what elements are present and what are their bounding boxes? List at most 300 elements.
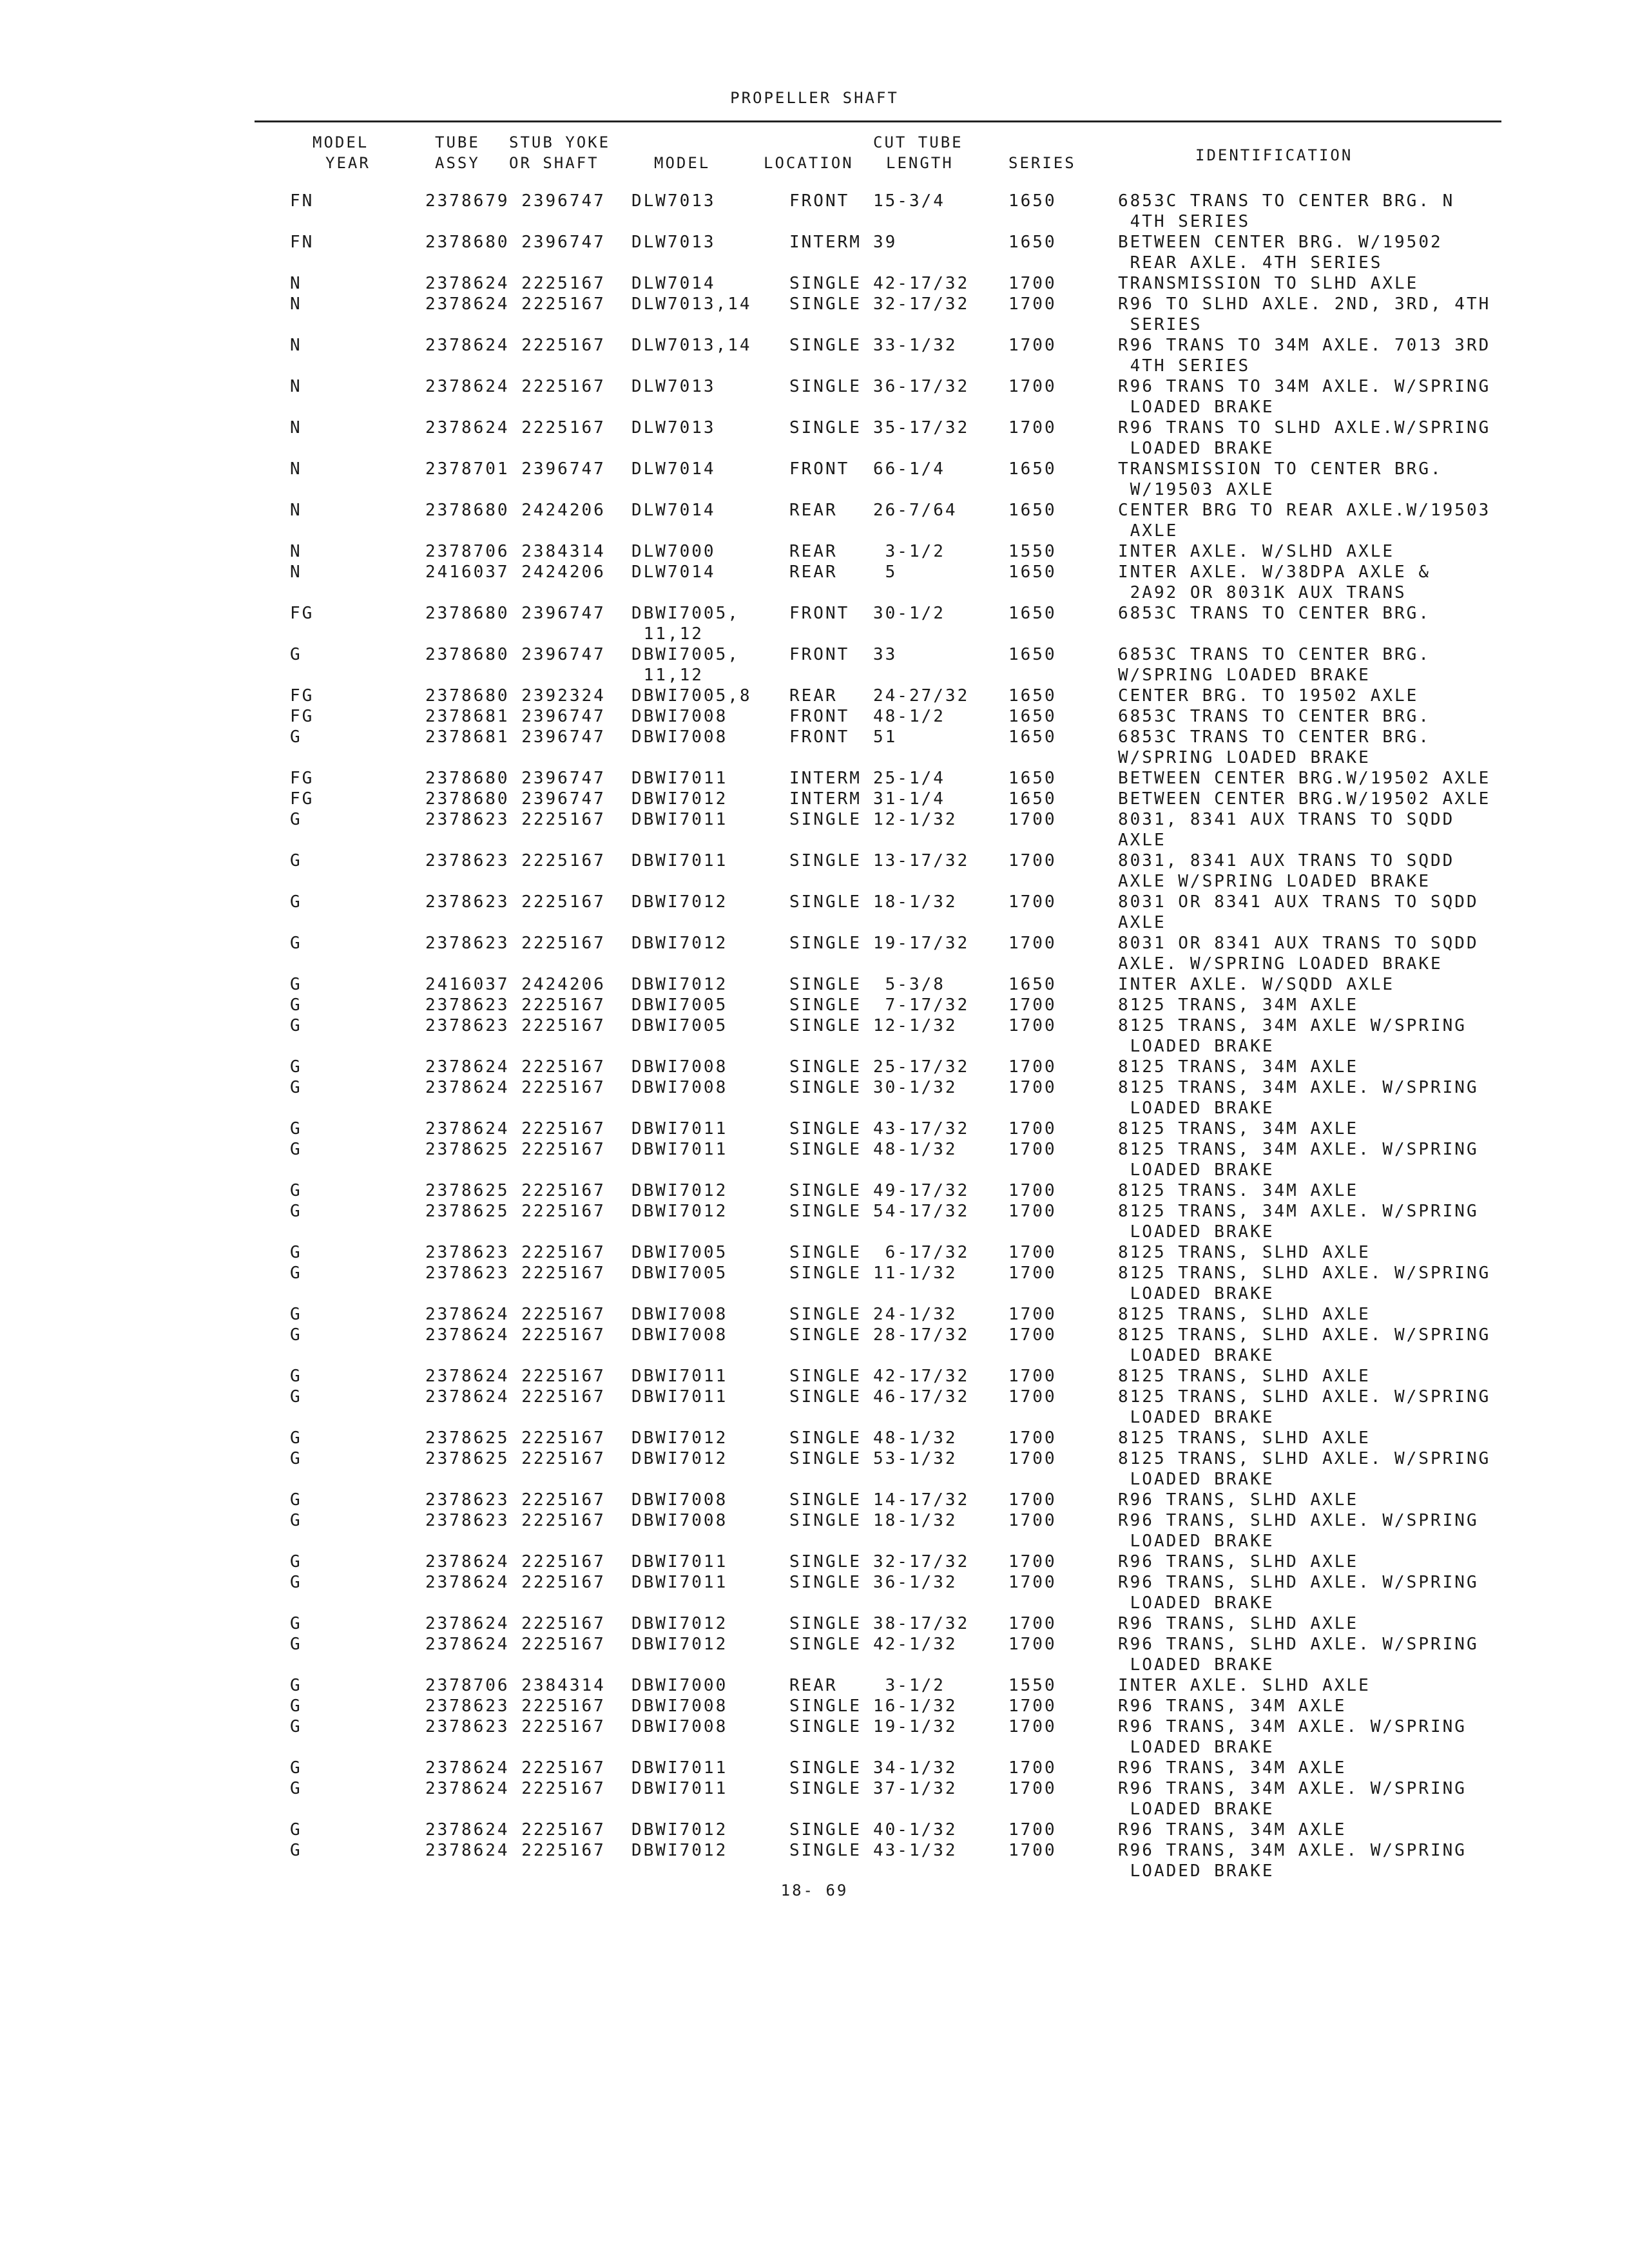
model-cell: DLW7013 bbox=[631, 191, 716, 211]
cut-tube-length-cell: 15-3/4 bbox=[873, 191, 945, 211]
location-cell: SINGLE bbox=[789, 1758, 862, 1778]
model-year-cell: N bbox=[290, 562, 302, 582]
table-row bbox=[0, 1840, 1629, 1881]
model-cell: DLW7014 bbox=[631, 274, 716, 293]
header-tube-line1: TUBE bbox=[435, 133, 480, 151]
model-year-cell: FN bbox=[290, 233, 314, 252]
tube-assy-cell: 2378623 2225167 bbox=[425, 851, 606, 870]
table-row bbox=[0, 1119, 1629, 1139]
identification-cell: INTER AXLE. W/SQDD AXLE bbox=[1118, 975, 1395, 994]
location-cell: SINGLE bbox=[789, 418, 862, 437]
series-cell: 1700 bbox=[1008, 892, 1057, 912]
series-cell: 1700 bbox=[1008, 418, 1057, 437]
model-cell: DBWI7005 bbox=[631, 1016, 728, 1035]
model-cell: DBWI7005 bbox=[631, 995, 728, 1015]
model-year-cell: G bbox=[290, 810, 302, 829]
page-title: PROPELLER SHAFT bbox=[730, 89, 899, 107]
table-row bbox=[0, 789, 1629, 809]
identification-cell: 8125 TRANS, SLHD AXLE. W/SPRING bbox=[1118, 1449, 1491, 1468]
identification-cell: 8125 TRANS, SLHD AXLE. W/SPRING bbox=[1118, 1264, 1491, 1283]
series-cell: 1700 bbox=[1008, 1264, 1057, 1283]
model-cell: DBWI7011 bbox=[631, 1552, 728, 1571]
identification-cell: 4TH SERIES bbox=[1118, 356, 1251, 376]
cut-tube-length-cell: 30-1/32 bbox=[873, 1078, 958, 1097]
model-year-cell: G bbox=[290, 1119, 302, 1139]
location-cell: SINGLE bbox=[789, 1387, 862, 1407]
header-cut-tube-line1: CUT TUBE bbox=[873, 133, 963, 151]
cut-tube-length-cell: 25-17/32 bbox=[873, 1057, 970, 1077]
model-year-cell: N bbox=[290, 336, 302, 355]
model-year-cell: G bbox=[290, 727, 302, 747]
cut-tube-length-cell: 33 bbox=[873, 645, 898, 664]
location-cell: SINGLE bbox=[789, 1552, 862, 1571]
table-row bbox=[0, 376, 1629, 418]
cut-tube-length-cell: 30-1/2 bbox=[873, 604, 945, 623]
identification-cell: LOADED BRAKE bbox=[1118, 1222, 1275, 1242]
location-cell: INTERM bbox=[789, 233, 862, 252]
cut-tube-length-cell: 32-17/32 bbox=[873, 1552, 970, 1571]
table-row bbox=[0, 644, 1629, 686]
model-year-cell: G bbox=[290, 1511, 302, 1530]
series-cell: 1700 bbox=[1008, 1820, 1057, 1840]
identification-cell: R96 TRANS TO 34M AXLE. 7013 3RD bbox=[1118, 336, 1491, 355]
tube-assy-cell: 2378681 2396747 bbox=[425, 707, 606, 726]
identification-cell: LOADED BRAKE bbox=[1118, 398, 1275, 417]
series-cell: 1700 bbox=[1008, 1140, 1057, 1159]
tube-assy-cell: 2378623 2225167 bbox=[425, 1696, 606, 1716]
location-cell: SINGLE bbox=[789, 1696, 862, 1716]
tube-assy-cell: 2378680 2424206 bbox=[425, 501, 606, 520]
table-row bbox=[0, 418, 1629, 459]
table-row bbox=[0, 500, 1629, 541]
identification-cell: R96 TRANS, SLHD AXLE. W/SPRING bbox=[1118, 1635, 1479, 1654]
series-cell: 1700 bbox=[1008, 810, 1057, 829]
cut-tube-length-cell: 6-17/32 bbox=[873, 1243, 970, 1262]
identification-cell: LOADED BRAKE bbox=[1118, 1284, 1275, 1303]
tube-assy-cell: 2378625 2225167 bbox=[425, 1202, 606, 1221]
identification-cell: 8125 TRANS, SLHD AXLE bbox=[1118, 1305, 1371, 1324]
model-cell: DBWI7012 bbox=[631, 1181, 728, 1200]
table-row bbox=[0, 1263, 1629, 1304]
identification-cell: 4TH SERIES bbox=[1118, 212, 1251, 231]
identification-cell: R96 TRANS TO 34M AXLE. W/SPRING bbox=[1118, 377, 1491, 396]
series-cell: 1550 bbox=[1008, 542, 1057, 561]
tube-assy-cell: 2378681 2396747 bbox=[425, 727, 606, 747]
cut-tube-length-cell: 35-17/32 bbox=[873, 418, 970, 437]
table-row bbox=[0, 1366, 1629, 1387]
location-cell: SINGLE bbox=[789, 1779, 862, 1798]
identification-cell: AXLE. W/SPRING LOADED BRAKE bbox=[1118, 954, 1443, 974]
table-row bbox=[0, 562, 1629, 603]
location-cell: SINGLE bbox=[789, 1325, 862, 1345]
series-cell: 1700 bbox=[1008, 1181, 1057, 1200]
model-cell: DBWI7012 bbox=[631, 1614, 728, 1633]
location-cell: SINGLE bbox=[789, 1264, 862, 1283]
model-cell: DBWI7011 bbox=[631, 1367, 728, 1386]
model-cell: DBWI7012 bbox=[631, 1449, 728, 1468]
table-row bbox=[0, 1387, 1629, 1428]
model-cell: DBWI7008 bbox=[631, 1511, 728, 1530]
series-cell: 1700 bbox=[1008, 377, 1057, 396]
location-cell: FRONT bbox=[789, 459, 850, 479]
series-cell: 1700 bbox=[1008, 1428, 1057, 1448]
model-cell: DLW7014 bbox=[631, 459, 716, 479]
model-cell: DBWI7008 bbox=[631, 1325, 728, 1345]
cut-tube-length-cell: 36-17/32 bbox=[873, 377, 970, 396]
table-row bbox=[0, 686, 1629, 706]
table-row bbox=[0, 1015, 1629, 1057]
series-cell: 1700 bbox=[1008, 1779, 1057, 1798]
identification-cell: W/SPRING LOADED BRAKE bbox=[1118, 748, 1371, 767]
identification-cell: R96 TRANS, SLHD AXLE. W/SPRING bbox=[1118, 1511, 1479, 1530]
cut-tube-length-cell: 18-1/32 bbox=[873, 1511, 958, 1530]
series-cell: 1700 bbox=[1008, 1717, 1057, 1736]
model-year-cell: G bbox=[290, 1696, 302, 1716]
model-cell: DBWI7005,8 bbox=[631, 686, 752, 706]
series-cell: 1650 bbox=[1008, 501, 1057, 520]
model-cell: DBWI7011 bbox=[631, 1387, 728, 1407]
identification-cell: LOADED BRAKE bbox=[1118, 1099, 1275, 1118]
series-cell: 1650 bbox=[1008, 686, 1057, 706]
table-row bbox=[0, 706, 1629, 727]
tube-assy-cell: 2378624 2225167 bbox=[425, 1779, 606, 1798]
identification-cell: LOADED BRAKE bbox=[1118, 1160, 1275, 1180]
cut-tube-length-cell: 36-1/32 bbox=[873, 1573, 958, 1592]
series-cell: 1650 bbox=[1008, 562, 1057, 582]
table-row bbox=[0, 459, 1629, 500]
series-cell: 1700 bbox=[1008, 934, 1057, 953]
table-row bbox=[0, 1139, 1629, 1180]
location-cell: SINGLE bbox=[789, 810, 862, 829]
header-stub-yoke-line2: OR SHAFT bbox=[509, 154, 599, 172]
identification-cell: 8125 TRANS. 34M AXLE bbox=[1118, 1181, 1359, 1200]
tube-assy-cell: 2378623 2225167 bbox=[425, 810, 606, 829]
table-row bbox=[0, 1325, 1629, 1366]
tube-assy-cell: 2378624 2225167 bbox=[425, 1387, 606, 1407]
model-year-cell: G bbox=[290, 1243, 302, 1262]
series-cell: 1700 bbox=[1008, 1325, 1057, 1345]
table-row bbox=[0, 541, 1629, 562]
header-cut-tube-line2: LENGTH bbox=[886, 154, 954, 172]
model-cell: DBWI7008 bbox=[631, 1057, 728, 1077]
identification-cell: 8125 TRANS, SLHD AXLE bbox=[1118, 1367, 1371, 1386]
tube-assy-cell: 2378623 2225167 bbox=[425, 1264, 606, 1283]
model-year-cell: G bbox=[290, 1367, 302, 1386]
identification-cell: R96 TRANS, 34M AXLE bbox=[1118, 1696, 1347, 1716]
parts-table bbox=[0, 191, 1629, 1881]
identification-cell: 6853C TRANS TO CENTER BRG. bbox=[1118, 707, 1431, 726]
identification-cell: LOADED BRAKE bbox=[1118, 1861, 1275, 1881]
table-row bbox=[0, 273, 1629, 294]
series-cell: 1550 bbox=[1008, 1676, 1057, 1695]
tube-assy-cell: 2378624 2225167 bbox=[425, 1367, 606, 1386]
table-row bbox=[0, 892, 1629, 933]
location-cell: INTERM bbox=[789, 789, 862, 809]
model-year-cell: G bbox=[290, 1676, 302, 1695]
model-cell: DBWI7012 bbox=[631, 934, 728, 953]
series-cell: 1700 bbox=[1008, 1511, 1057, 1530]
tube-assy-cell: 2378624 2225167 bbox=[425, 336, 606, 355]
identification-cell: R96 TRANS, 34M AXLE. W/SPRING bbox=[1118, 1841, 1467, 1860]
identification-cell: 8125 TRANS, 34M AXLE. W/SPRING bbox=[1118, 1078, 1479, 1097]
identification-cell: TRANSMISSION TO CENTER BRG. bbox=[1118, 459, 1443, 479]
location-cell: SINGLE bbox=[789, 377, 862, 396]
tube-assy-cell: 2378680 2396747 bbox=[425, 645, 606, 664]
series-cell: 1700 bbox=[1008, 1016, 1057, 1035]
series-cell: 1650 bbox=[1008, 233, 1057, 252]
cut-tube-length-cell: 12-1/32 bbox=[873, 810, 958, 829]
series-cell: 1700 bbox=[1008, 336, 1057, 355]
series-cell: 1650 bbox=[1008, 975, 1057, 994]
cut-tube-length-cell: 32-17/32 bbox=[873, 294, 970, 314]
location-cell: REAR bbox=[789, 501, 838, 520]
model-year-cell: FG bbox=[290, 686, 314, 706]
cut-tube-length-cell: 24-27/32 bbox=[873, 686, 970, 706]
title-rule bbox=[255, 120, 1501, 122]
model-cell: DBWI7011 bbox=[631, 810, 728, 829]
model-cell: DBWI7012 bbox=[631, 1820, 728, 1840]
identification-cell: LOADED BRAKE bbox=[1118, 439, 1275, 458]
series-cell: 1650 bbox=[1008, 191, 1057, 211]
cut-tube-length-cell: 19-1/32 bbox=[873, 1717, 958, 1736]
model-year-cell: G bbox=[290, 1758, 302, 1778]
header-location: LOCATION bbox=[764, 154, 854, 172]
model-year-cell: N bbox=[290, 501, 302, 520]
table-row bbox=[0, 1490, 1629, 1510]
model-year-cell: G bbox=[290, 1841, 302, 1860]
table-row bbox=[0, 1304, 1629, 1325]
identification-cell: AXLE bbox=[1118, 913, 1166, 932]
cut-tube-length-cell: 14-17/32 bbox=[873, 1490, 970, 1510]
tube-assy-cell: 2378624 2225167 bbox=[425, 1573, 606, 1592]
model-cell: DBWI7008 bbox=[631, 1717, 728, 1736]
identification-cell: LOADED BRAKE bbox=[1118, 1800, 1275, 1819]
model-cell: DBWI7005 bbox=[631, 1264, 728, 1283]
identification-cell: 8125 TRANS, 34M AXLE W/SPRING bbox=[1118, 1016, 1467, 1035]
identification-cell: 6853C TRANS TO CENTER BRG. bbox=[1118, 604, 1431, 623]
identification-cell: LOADED BRAKE bbox=[1118, 1593, 1275, 1613]
location-cell: SINGLE bbox=[789, 1305, 862, 1324]
identification-cell: 8125 TRANS, SLHD AXLE. W/SPRING bbox=[1118, 1387, 1491, 1407]
header-identification: IDENTIFICATION bbox=[1195, 146, 1353, 164]
model-year-cell: N bbox=[290, 377, 302, 396]
tube-assy-cell: 2378624 2225167 bbox=[425, 1552, 606, 1571]
location-cell: SINGLE bbox=[789, 1243, 862, 1262]
series-cell: 1650 bbox=[1008, 727, 1057, 747]
table-row bbox=[0, 1613, 1629, 1634]
location-cell: FRONT bbox=[789, 727, 850, 747]
cut-tube-length-cell: 5 bbox=[873, 562, 898, 582]
cut-tube-length-cell: 33-1/32 bbox=[873, 336, 958, 355]
location-cell: SINGLE bbox=[789, 1820, 862, 1840]
model-year-cell: G bbox=[290, 1717, 302, 1736]
model-cell: DLW7014 bbox=[631, 562, 716, 582]
location-cell: INTERM bbox=[789, 769, 862, 788]
identification-cell: LOADED BRAKE bbox=[1118, 1655, 1275, 1675]
model-year-cell: N bbox=[290, 542, 302, 561]
model-year-cell: FG bbox=[290, 769, 314, 788]
identification-cell: AXLE W/SPRING LOADED BRAKE bbox=[1118, 872, 1431, 891]
cut-tube-length-cell: 3-1/2 bbox=[873, 1676, 945, 1695]
identification-cell: AXLE bbox=[1118, 831, 1166, 850]
identification-cell: 8125 TRANS, 34M AXLE bbox=[1118, 995, 1359, 1015]
location-cell: SINGLE bbox=[789, 1202, 862, 1221]
model-year-cell: G bbox=[290, 645, 302, 664]
series-cell: 1700 bbox=[1008, 1573, 1057, 1592]
series-cell: 1700 bbox=[1008, 1387, 1057, 1407]
series-cell: 1700 bbox=[1008, 1696, 1057, 1716]
model-cell: DBWI7008 bbox=[631, 727, 728, 747]
model-year-cell: G bbox=[290, 1016, 302, 1035]
tube-assy-cell: 2378680 2396747 bbox=[425, 769, 606, 788]
series-cell: 1700 bbox=[1008, 1367, 1057, 1386]
location-cell: SINGLE bbox=[789, 1057, 862, 1077]
model-cell: DBWI7011 bbox=[631, 769, 728, 788]
cut-tube-length-cell: 49-17/32 bbox=[873, 1181, 970, 1200]
tube-assy-cell: 2378625 2225167 bbox=[425, 1449, 606, 1468]
table-header bbox=[0, 132, 1629, 177]
model-year-cell: G bbox=[290, 1057, 302, 1077]
model-cell: DBWI7011 bbox=[631, 1119, 728, 1139]
identification-cell: INTER AXLE. SLHD AXLE bbox=[1118, 1676, 1371, 1695]
tube-assy-cell: 2378623 2225167 bbox=[425, 934, 606, 953]
tube-assy-cell: 2378624 2225167 bbox=[425, 377, 606, 396]
model-cell: DBWI7008 bbox=[631, 1305, 728, 1324]
tube-assy-cell: 2378624 2225167 bbox=[425, 1820, 606, 1840]
cut-tube-length-cell: 16-1/32 bbox=[873, 1696, 958, 1716]
tube-assy-cell: 2378623 2225167 bbox=[425, 995, 606, 1015]
identification-cell: R96 TRANS, 34M AXLE bbox=[1118, 1758, 1347, 1778]
cut-tube-length-cell: 11-1/32 bbox=[873, 1264, 958, 1283]
model-cell: DBWI7008 bbox=[631, 1078, 728, 1097]
header-model: MODEL bbox=[654, 154, 711, 172]
header-model-year-line1: MODEL bbox=[313, 133, 369, 151]
cut-tube-length-cell: 38-17/32 bbox=[873, 1614, 970, 1633]
tube-assy-cell: 2378623 2225167 bbox=[425, 1490, 606, 1510]
model-cell: DBWI7011 bbox=[631, 1779, 728, 1798]
table-row bbox=[0, 1242, 1629, 1263]
model-year-cell: G bbox=[290, 1078, 302, 1097]
identification-cell: 2A92 OR 8031K AUX TRANS bbox=[1118, 583, 1407, 602]
identification-cell: 8125 TRANS, SLHD AXLE bbox=[1118, 1428, 1371, 1448]
tube-assy-cell: 2378625 2225167 bbox=[425, 1428, 606, 1448]
location-cell: SINGLE bbox=[789, 1367, 862, 1386]
cut-tube-length-cell: 40-1/32 bbox=[873, 1820, 958, 1840]
cut-tube-length-cell: 18-1/32 bbox=[873, 892, 958, 912]
cut-tube-length-cell: 24-1/32 bbox=[873, 1305, 958, 1324]
model-year-cell: G bbox=[290, 1614, 302, 1633]
tube-assy-cell: 2378623 2225167 bbox=[425, 1717, 606, 1736]
identification-cell: 6853C TRANS TO CENTER BRG. bbox=[1118, 645, 1431, 664]
tube-assy-cell: 2378624 2225167 bbox=[425, 1305, 606, 1324]
model-year-cell: G bbox=[290, 1449, 302, 1468]
cut-tube-length-cell: 42-17/32 bbox=[873, 1367, 970, 1386]
model-year-cell: N bbox=[290, 274, 302, 293]
location-cell: SINGLE bbox=[789, 1573, 862, 1592]
tube-assy-cell: 2378680 2396747 bbox=[425, 233, 606, 252]
identification-cell: BETWEEN CENTER BRG.W/19502 AXLE bbox=[1118, 789, 1491, 809]
table-row bbox=[0, 995, 1629, 1015]
table-row bbox=[0, 1510, 1629, 1552]
tube-assy-cell: 2378623 2225167 bbox=[425, 1511, 606, 1530]
model-year-cell: G bbox=[290, 1387, 302, 1407]
model-year-cell: G bbox=[290, 1820, 302, 1840]
model-cell: DBWI7012 bbox=[631, 975, 728, 994]
table-row bbox=[0, 1716, 1629, 1758]
identification-cell: R96 TRANS, 34M AXLE. W/SPRING bbox=[1118, 1717, 1467, 1736]
model-cell: DBWI7011 bbox=[631, 1758, 728, 1778]
series-cell: 1650 bbox=[1008, 459, 1057, 479]
model-cell: DBWI7008 bbox=[631, 1696, 728, 1716]
table-row bbox=[0, 727, 1629, 768]
table-row bbox=[0, 974, 1629, 995]
location-cell: SINGLE bbox=[789, 851, 862, 870]
model-year-cell: FG bbox=[290, 789, 314, 809]
identification-cell: CENTER BRG TO REAR AXLE.W/19503 bbox=[1118, 501, 1491, 520]
location-cell: SINGLE bbox=[789, 1119, 862, 1139]
identification-cell: W/SPRING LOADED BRAKE bbox=[1118, 666, 1371, 685]
series-cell: 1700 bbox=[1008, 1614, 1057, 1633]
tube-assy-cell: 2378624 2225167 bbox=[425, 1078, 606, 1097]
series-cell: 1650 bbox=[1008, 604, 1057, 623]
model-year-cell: G bbox=[290, 1325, 302, 1345]
location-cell: FRONT bbox=[789, 191, 850, 211]
cut-tube-length-cell: 25-1/4 bbox=[873, 769, 945, 788]
header-tube-line2: ASSY bbox=[435, 154, 480, 172]
tube-assy-cell: 2378624 2225167 bbox=[425, 1841, 606, 1860]
model-cell: DBWI7008 bbox=[631, 707, 728, 726]
location-cell: SINGLE bbox=[789, 1449, 862, 1468]
location-cell: SINGLE bbox=[789, 1635, 862, 1654]
cut-tube-length-cell: 26-7/64 bbox=[873, 501, 958, 520]
identification-cell: CENTER BRG. TO 19502 AXLE bbox=[1118, 686, 1419, 706]
table-row bbox=[0, 933, 1629, 974]
tube-assy-cell: 2378623 2225167 bbox=[425, 1016, 606, 1035]
identification-cell: 6853C TRANS TO CENTER BRG. bbox=[1118, 727, 1431, 747]
header-series: SERIES bbox=[1008, 154, 1076, 172]
series-cell: 1700 bbox=[1008, 1635, 1057, 1654]
location-cell: SINGLE bbox=[789, 1511, 862, 1530]
identification-cell: R96 TRANS, 34M AXLE. W/SPRING bbox=[1118, 1779, 1467, 1798]
model-year-cell: G bbox=[290, 975, 302, 994]
series-cell: 1700 bbox=[1008, 294, 1057, 314]
table-row bbox=[0, 1448, 1629, 1490]
model-year-cell: G bbox=[290, 892, 302, 912]
location-cell: FRONT bbox=[789, 645, 850, 664]
model-cell: DLW7013 bbox=[631, 377, 716, 396]
cut-tube-length-cell: 31-1/4 bbox=[873, 789, 945, 809]
model-cell: DBWI7011 bbox=[631, 1140, 728, 1159]
series-cell: 1700 bbox=[1008, 1490, 1057, 1510]
model-year-cell: G bbox=[290, 1428, 302, 1448]
location-cell: SINGLE bbox=[789, 892, 862, 912]
header-stub-yoke-line1: STUB YOKE bbox=[509, 133, 611, 151]
series-cell: 1700 bbox=[1008, 274, 1057, 293]
cut-tube-length-cell: 51 bbox=[873, 727, 898, 747]
identification-cell: W/19503 AXLE bbox=[1118, 480, 1275, 499]
identification-cell: INTER AXLE. W/SLHD AXLE bbox=[1118, 542, 1395, 561]
model-year-cell: FG bbox=[290, 707, 314, 726]
model-year-cell: G bbox=[290, 1305, 302, 1324]
tube-assy-cell: 2378625 2225167 bbox=[425, 1140, 606, 1159]
series-cell: 1700 bbox=[1008, 995, 1057, 1015]
series-cell: 1700 bbox=[1008, 851, 1057, 870]
cut-tube-length-cell: 53-1/32 bbox=[873, 1449, 958, 1468]
identification-cell: 8031 OR 8341 AUX TRANS TO SQDD bbox=[1118, 934, 1479, 953]
model-cell: 11,12 bbox=[631, 624, 704, 644]
location-cell: SINGLE bbox=[789, 1140, 862, 1159]
series-cell: 1700 bbox=[1008, 1552, 1057, 1571]
